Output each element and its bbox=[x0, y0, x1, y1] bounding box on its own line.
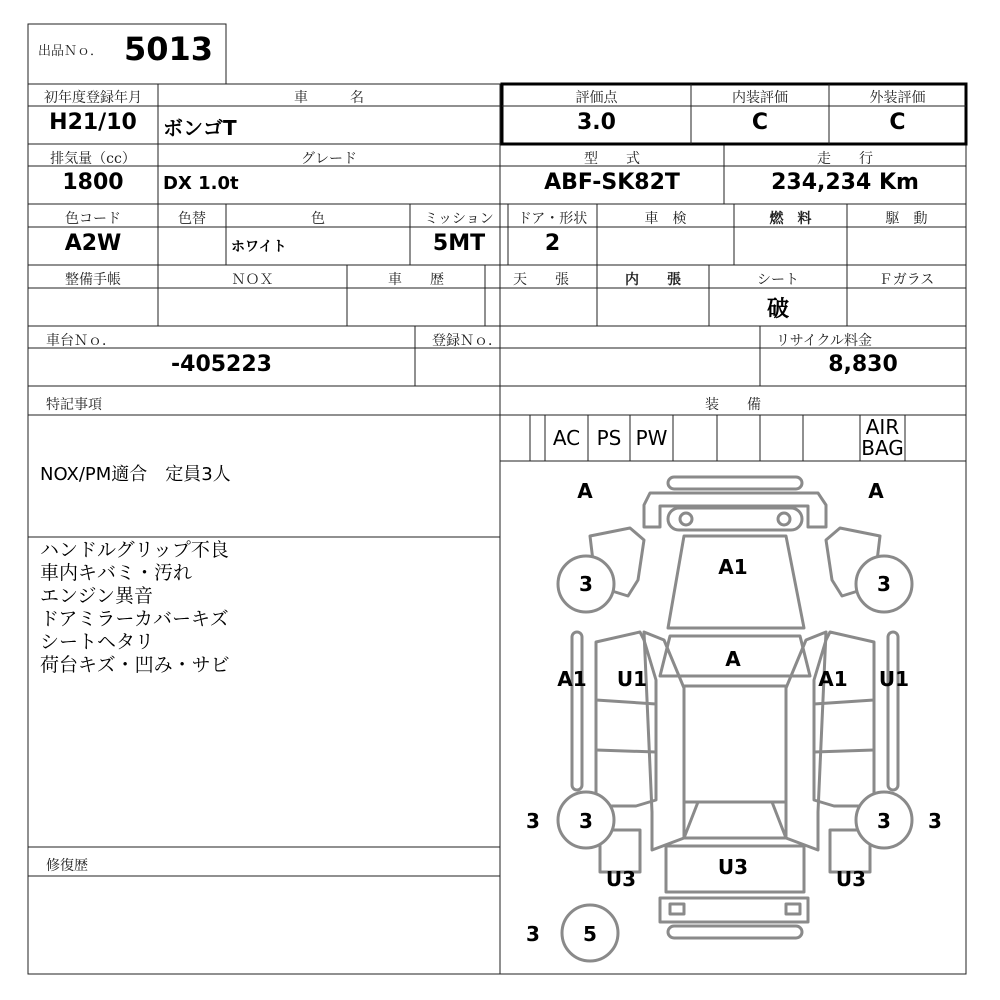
fuel-header: 燃 料 bbox=[769, 211, 812, 227]
history-header: 車 歴 bbox=[388, 272, 444, 288]
equipment-ps: PS bbox=[596, 426, 622, 450]
chassis-header: 車台Ｎｏ． bbox=[46, 333, 116, 349]
transmission-header: ミッション bbox=[424, 211, 494, 227]
grade-value: DX 1.0t bbox=[163, 173, 239, 194]
registration-header: 登録Ｎｏ． bbox=[432, 333, 502, 349]
remarks-item: エンジン異音 bbox=[40, 585, 154, 607]
remarks-item: シートヘタリ bbox=[40, 631, 155, 653]
grade-header: グレード bbox=[301, 151, 357, 167]
score-header: 評価点 bbox=[575, 90, 618, 106]
mileage-header: 走 行 bbox=[817, 151, 873, 167]
remarks-line1: NOX/PM適合 定員3人 bbox=[40, 464, 231, 485]
remarks-item: ドアミラーカバーキズ bbox=[40, 608, 229, 630]
first-reg-header: 初年度登録年月 bbox=[44, 90, 142, 106]
transmission-value: 5MT bbox=[432, 231, 486, 256]
model-value: ABF-SK82T bbox=[544, 170, 680, 195]
displacement-header: 排気量（cc） bbox=[50, 151, 136, 167]
color-change-header: 色替 bbox=[178, 211, 206, 227]
car-name-value: ボンゴT bbox=[163, 116, 237, 140]
right-mirror-bar bbox=[888, 632, 898, 790]
left-mirror-bar bbox=[572, 632, 582, 790]
maintenance-header: 整備手帳 bbox=[65, 272, 121, 288]
recycle-header: リサイクル料金 bbox=[776, 333, 873, 349]
equipment-bag: BAG bbox=[861, 436, 904, 460]
displacement-value: 1800 bbox=[62, 170, 124, 195]
roof-header: 天 張 bbox=[513, 272, 569, 288]
diag-right-front-wheel: 3 bbox=[877, 572, 891, 596]
door-shape-header: ドア・形状 bbox=[517, 211, 588, 227]
color-header: 色 bbox=[311, 211, 325, 227]
mileage-value: 234,234 Km bbox=[771, 170, 919, 195]
model-header: 型 式 bbox=[584, 151, 640, 167]
right-headlight-icon bbox=[778, 513, 790, 525]
left-headlight-icon bbox=[680, 513, 692, 525]
diag-bed: U3 bbox=[717, 855, 749, 879]
diag-left-rear-outer: 3 bbox=[526, 809, 540, 833]
car-name-header: 車 名 bbox=[294, 90, 364, 106]
drive-header: 駆 動 bbox=[885, 211, 928, 227]
interior-header: 内装評価 bbox=[732, 90, 788, 106]
windshield bbox=[668, 536, 804, 628]
front-bumper-bar bbox=[668, 477, 802, 489]
exterior-value: C bbox=[889, 110, 906, 135]
front-grille bbox=[668, 508, 802, 530]
seat-header: シート bbox=[757, 272, 799, 288]
equipment-pw: PW bbox=[635, 426, 668, 450]
seat-value: 破 bbox=[766, 297, 789, 322]
equipment-ac: AC bbox=[552, 426, 581, 450]
exterior-header: 外装評価 bbox=[869, 90, 926, 106]
first-reg-value: H21/10 bbox=[49, 110, 137, 135]
equipment-header: 装 備 bbox=[705, 397, 761, 413]
interior-trim-header: 内 張 bbox=[625, 272, 681, 288]
lot-label: 出品Ｎｏ． bbox=[38, 44, 104, 59]
diag-front-left: A bbox=[577, 479, 593, 503]
rear-bumper-bar bbox=[668, 926, 802, 938]
diag-right-door: A1 bbox=[818, 667, 848, 691]
equipment-air: AIR bbox=[865, 415, 900, 439]
remarks-item: ハンドルグリップ不良 bbox=[40, 539, 229, 561]
score-value: 3.0 bbox=[577, 110, 616, 135]
diag-right-rear-wheel: 3 bbox=[877, 809, 891, 833]
diag-windshield: A1 bbox=[718, 555, 748, 579]
color-code-header: 色コード bbox=[65, 211, 121, 227]
diag-left-rear-wheel: 3 bbox=[579, 809, 593, 833]
diag-roof: A bbox=[725, 647, 741, 671]
cargo-rear bbox=[684, 802, 786, 838]
left-taillight-icon bbox=[670, 904, 684, 914]
diag-left-step: U1 bbox=[616, 667, 648, 691]
right-taillight-icon bbox=[786, 904, 800, 914]
interior-value: C bbox=[751, 110, 769, 135]
diag-front-right: A bbox=[868, 479, 884, 503]
color-code-value: A2W bbox=[64, 231, 122, 256]
nox-header: ＮＯＸ bbox=[231, 272, 274, 288]
remarks-item: 車内キバミ・汚れ bbox=[40, 562, 193, 584]
diag-rear-outer: 3 bbox=[526, 922, 540, 946]
door-shape-value: 2 bbox=[544, 231, 561, 256]
diag-left-rear: U3 bbox=[605, 867, 637, 891]
diag-right-rear: U3 bbox=[835, 867, 867, 891]
diag-right-rear-outer: 3 bbox=[928, 809, 942, 833]
remarks-item: 荷台キズ・凹み・サビ bbox=[40, 654, 230, 676]
remarks-header: 特記事項 bbox=[46, 397, 102, 413]
diag-left-door: A1 bbox=[557, 667, 587, 691]
cargo-floor bbox=[684, 686, 786, 802]
repair-header: 修復歴 bbox=[46, 858, 88, 874]
inspection-header: 車 検 bbox=[644, 211, 687, 227]
diag-right-step: U1 bbox=[878, 667, 910, 691]
diag-left-front-wheel: 3 bbox=[579, 572, 593, 596]
lot-number: 5013 bbox=[124, 30, 214, 68]
diag-rear-center: 5 bbox=[583, 922, 597, 946]
chassis-value: -405223 bbox=[171, 352, 272, 377]
f-glass-header: Ｆガラス bbox=[878, 272, 935, 288]
color-value: ホワイト bbox=[231, 239, 287, 255]
recycle-value: 8,830 bbox=[828, 352, 898, 377]
